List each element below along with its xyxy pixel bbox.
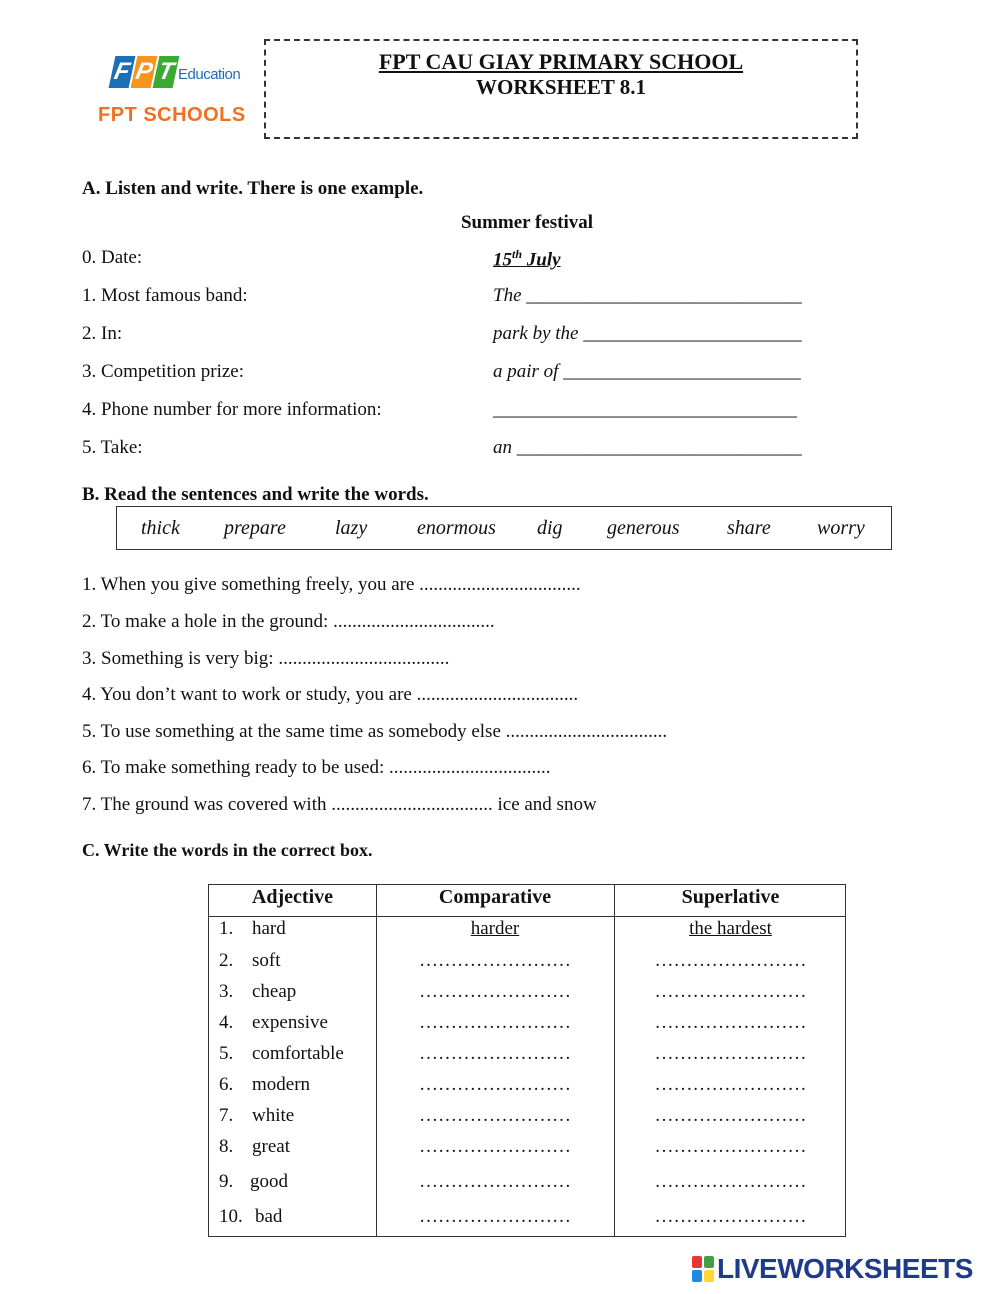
table-row-num: 8. bbox=[219, 1136, 234, 1157]
a-row-1-answer[interactable] bbox=[493, 285, 802, 307]
a-row-1-blank[interactable]: _____________________________ bbox=[526, 285, 802, 306]
a-row-2-answer[interactable] bbox=[493, 323, 802, 345]
table-header-superlative: Superlative bbox=[681, 886, 780, 908]
a-row-0-label: 0. Date: bbox=[82, 247, 143, 268]
table-row-adjective: white bbox=[252, 1105, 295, 1126]
table-row-adjective: comfortable bbox=[252, 1043, 344, 1064]
table-row-num: 9. bbox=[219, 1171, 234, 1192]
table-row-num: 6. bbox=[219, 1074, 234, 1095]
table-row-comparative[interactable]: …………………… bbox=[419, 1206, 571, 1227]
word-bank-item: enormous bbox=[417, 517, 496, 539]
table-row-superlative[interactable]: …………………… bbox=[654, 981, 807, 1002]
table-row-num: 2. bbox=[219, 950, 234, 971]
fpt-logo bbox=[98, 54, 248, 134]
word-bank-item: share bbox=[727, 517, 771, 539]
table-row-comparative[interactable]: …………………… bbox=[419, 1105, 571, 1126]
fpt-letters bbox=[112, 56, 176, 92]
table-row-adjective: expensive bbox=[252, 1012, 328, 1033]
section-b-title: B. Read the sentences and write the words. bbox=[82, 484, 429, 505]
word-bank-item: lazy bbox=[335, 517, 368, 539]
word-bank-item: worry bbox=[817, 517, 865, 539]
table-row-superlative[interactable]: …………………… bbox=[654, 1206, 807, 1227]
table-row-adjective: modern bbox=[252, 1074, 311, 1095]
a-row-4-blank[interactable]: ________________________________ bbox=[493, 399, 797, 420]
table-row-adjective: great bbox=[252, 1136, 290, 1157]
b-sentence-4[interactable]: 4. You don’t want to work or study, you are .................................. bbox=[82, 684, 579, 705]
liveworksheets-icon bbox=[692, 1256, 714, 1282]
table-row-adjective: cheap bbox=[252, 981, 297, 1002]
fpt-letter-t: T bbox=[153, 56, 180, 88]
table-row-comparative: harder bbox=[470, 918, 520, 939]
fpt-schools-text: FPT SCHOOLS bbox=[98, 104, 246, 126]
school-name: FPT CAU GIAY PRIMARY SCHOOL bbox=[378, 49, 744, 74]
table-row-comparative[interactable]: …………………… bbox=[419, 1171, 571, 1192]
table-row-comparative[interactable]: …………………… bbox=[419, 981, 571, 1002]
table-header-adjective: Adjective bbox=[251, 886, 334, 908]
table-row-comparative[interactable]: …………………… bbox=[419, 950, 571, 971]
table-row-adjective: hard bbox=[252, 918, 286, 939]
liveworksheets-text: LIVEWORKSHEETS bbox=[717, 1253, 973, 1284]
a-row-0-answer bbox=[493, 247, 561, 271]
brand-square-red bbox=[692, 1256, 702, 1268]
table-row-comparative[interactable]: …………………… bbox=[419, 1136, 571, 1157]
a-row-1-label: 1. Most famous band: bbox=[82, 285, 248, 306]
word-bank-item: prepare bbox=[224, 517, 286, 539]
b-sentence-1[interactable]: 1. When you give something freely, you are .................................. bbox=[82, 574, 581, 595]
header-box bbox=[264, 39, 858, 139]
a-row-2-blank[interactable]: _______________________ bbox=[583, 323, 802, 344]
fpt-letter-p: P bbox=[131, 56, 158, 88]
a-row-4-label: 4. Phone number for more information: bbox=[82, 399, 382, 420]
table-row-superlative[interactable]: …………………… bbox=[654, 1136, 807, 1157]
a-row-3-label: 3. Competition prize: bbox=[82, 361, 245, 382]
a-row-5-answer[interactable] bbox=[493, 437, 802, 459]
fpt-letter-f: F bbox=[109, 56, 136, 88]
brand-square-green bbox=[704, 1256, 714, 1268]
table-row-adjective: bad bbox=[255, 1206, 283, 1227]
table-row-num: 7. bbox=[219, 1105, 234, 1126]
a-row-0-month: July bbox=[522, 249, 561, 271]
a-row-5-blank[interactable]: ______________________________ bbox=[516, 437, 802, 458]
adjective-table bbox=[208, 884, 846, 1237]
a-row-1-prefix: The bbox=[493, 285, 522, 306]
a-row-2-prefix: park by the bbox=[493, 323, 579, 344]
brand-square-blue bbox=[692, 1270, 702, 1282]
word-bank-item: generous bbox=[607, 517, 680, 539]
section-a-subtitle: Summer festival bbox=[460, 212, 594, 233]
table-row-adjective: soft bbox=[252, 950, 281, 971]
table-header-divider bbox=[209, 916, 845, 917]
worksheet-title: WORKSHEET 8.1 bbox=[476, 75, 646, 99]
b-sentence-3[interactable]: 3. Something is very big: .................................... bbox=[82, 648, 450, 669]
table-row-num: 4. bbox=[219, 1012, 234, 1033]
fpt-education-text: Education bbox=[178, 66, 241, 83]
word-bank-item: thick bbox=[141, 517, 180, 539]
b-sentence-6[interactable]: 6. To make something ready to be used: .................................. bbox=[82, 757, 551, 778]
table-row-superlative[interactable]: …………………… bbox=[654, 1171, 807, 1192]
table-row-superlative[interactable]: …………………… bbox=[654, 1012, 807, 1033]
b-sentence-5[interactable]: 5. To use something at the same time as somebody else .................................. bbox=[82, 721, 668, 742]
table-header-comparative: Comparative bbox=[438, 886, 552, 908]
b-sentence-2[interactable]: 2. To make a hole in the ground: .................................. bbox=[82, 611, 495, 632]
a-row-3-answer[interactable] bbox=[493, 361, 801, 383]
table-row-superlative[interactable]: …………………… bbox=[654, 1105, 807, 1126]
a-row-0-day: 15 bbox=[493, 249, 512, 271]
table-row-comparative[interactable]: …………………… bbox=[419, 1074, 571, 1095]
table-row-num: 5. bbox=[219, 1043, 234, 1064]
a-row-3-prefix: a pair of bbox=[493, 361, 559, 382]
word-bank-item: dig bbox=[537, 517, 563, 539]
b-sentence-7[interactable]: 7. The ground was covered with .................................. ice and snow bbox=[82, 794, 597, 815]
liveworksheets-logo bbox=[692, 1254, 973, 1284]
brand-square-yellow bbox=[704, 1270, 714, 1282]
section-c-title: C. Write the words in the correct box. bbox=[82, 840, 373, 860]
table-row-comparative[interactable]: …………………… bbox=[419, 1043, 571, 1064]
a-row-2-label: 2. In: bbox=[82, 323, 123, 344]
table-row-superlative[interactable]: …………………… bbox=[654, 950, 807, 971]
table-row-superlative[interactable]: …………………… bbox=[654, 1043, 807, 1064]
table-row-adjective: good bbox=[250, 1171, 288, 1192]
table-row-comparative[interactable]: …………………… bbox=[419, 1012, 571, 1033]
a-row-3-blank[interactable]: _________________________ bbox=[563, 361, 801, 382]
a-row-5-prefix: an bbox=[493, 437, 512, 458]
table-row-superlative: the hardest bbox=[689, 918, 772, 939]
table-row-num: 3. bbox=[219, 981, 234, 1002]
a-row-0-sup: th bbox=[512, 247, 523, 261]
table-row-superlative[interactable]: …………………… bbox=[654, 1074, 807, 1095]
table-row-num: 1. bbox=[219, 918, 234, 939]
a-row-5-label: 5. Take: bbox=[82, 437, 143, 458]
word-bank bbox=[116, 506, 892, 550]
section-a-title: A. Listen and write. There is one example. bbox=[82, 178, 424, 199]
table-row-num: 10. bbox=[219, 1206, 243, 1227]
a-row-4-answer[interactable] bbox=[493, 399, 797, 421]
